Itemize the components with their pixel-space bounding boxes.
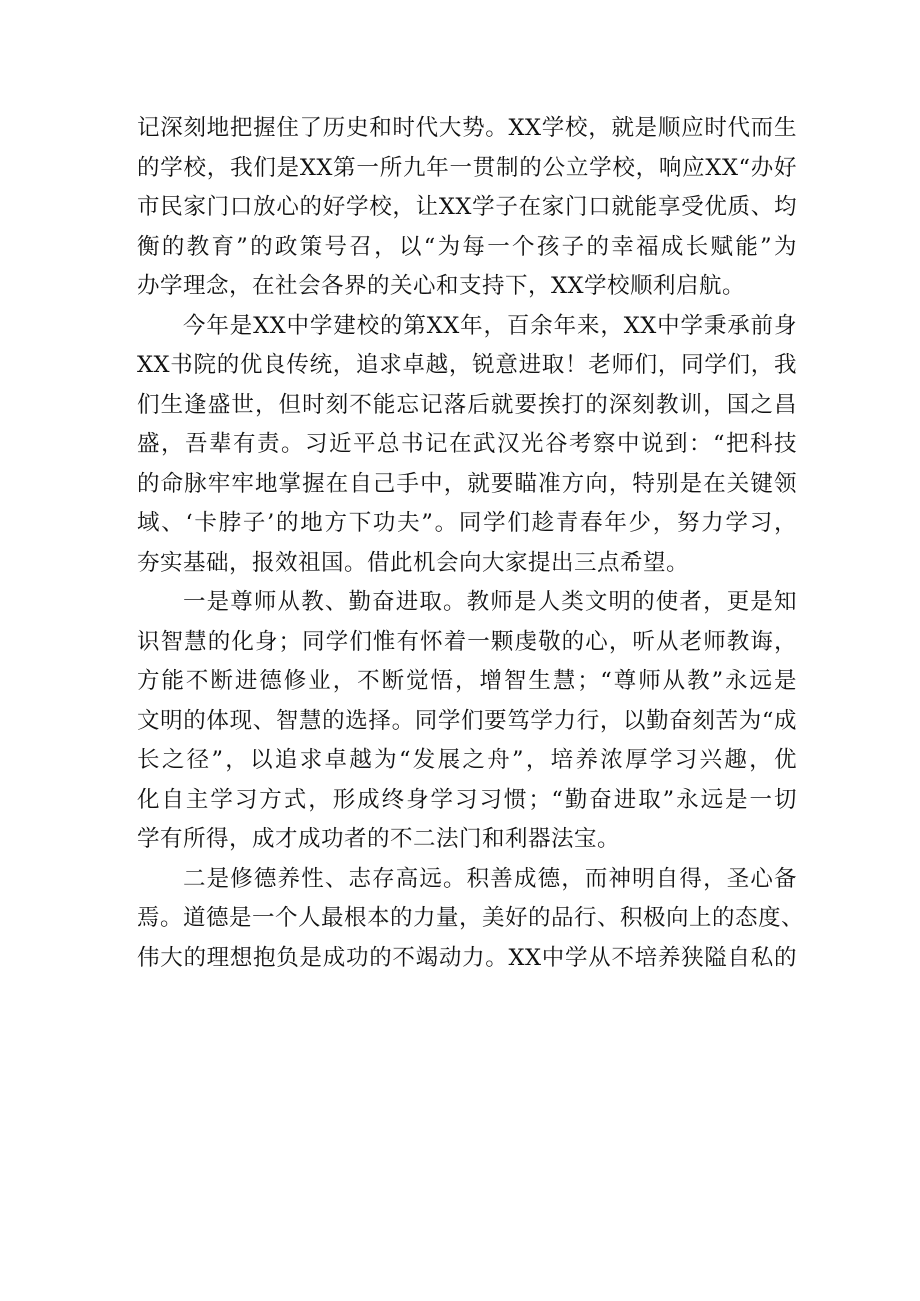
text-line: 夯实基础，报效祖国。借此机会向大家提出三点希望。 — [137, 549, 690, 576]
text-line: 一是尊师从教、勤奋进取。教师是人类文明的使者，更是知 — [183, 589, 797, 615]
text-line: 办学理念，在社会各界的关心和支持下，XX学校顺利启航。 — [137, 273, 746, 299]
text-line: 记深刻地把握住了历史和时代大势。XX学校，就是顺应时代而生 — [137, 115, 797, 141]
text-line: 长之径”，以追求卓越为“发展之舟”，培养浓厚学习兴趣，优 — [137, 747, 797, 773]
text-line: 方能不断进德修业，不断觉悟，增智生慧；“尊师从教”永远是 — [137, 668, 797, 694]
text-line: 盛，吾辈有责。习近平总书记在武汉光谷考察中说到：“把科技 — [137, 431, 797, 457]
text-line: 今年是XX中学建校的第XX年，百余年来，XX中学秉承前身 — [183, 312, 797, 339]
text-line: 的命脉牢牢地掌握在自己手中，就要瞄准方向，特别是在关键领 — [137, 470, 797, 497]
text-line: 衡的教育”的政策号召，以“为每一个孩子的幸福成长赋能”为 — [137, 233, 797, 260]
text-line: 伟大的理想抱负是成功的不竭动力。XX中学从不培养狭隘自私的 — [137, 944, 797, 971]
text-line: 市民家门口放心的好学校，让XX学子在家门口就能享受优质、均 — [137, 194, 797, 220]
text-line: 化自主学习方式，形成终身学习习惯；“勤奋进取”永远是一切 — [137, 786, 797, 813]
paragraph-3 — [137, 583, 797, 860]
paragraph-4 — [137, 860, 805, 979]
paragraph-1 — [137, 109, 797, 307]
text-line: 文明的体现、智慧的选择。同学们要笃学力行，以勤奋刻苦为“成 — [137, 707, 797, 734]
text-line: 二是修德养性、志存高远。积善成德，而神明自得，圣心备 — [183, 865, 797, 892]
text-line: 焉。道德是一个人最根本的力量，美好的品行、积极向上的态度、 — [137, 905, 805, 931]
text-line: 们生逢盛世，但时刻不能忘记落后就要挨打的深刻教训，国之昌 — [137, 391, 797, 418]
text-line: XX书院的优良传统，追求卓越，锐意进取！老师们，同学们，我 — [137, 352, 797, 378]
document-body — [137, 109, 805, 978]
text-line: 识智慧的化身；同学们惟有怀着一颗虔敬的心，听从老师教诲， — [137, 628, 797, 655]
text-line: 域、‘卡脖子’的地方下功夫”。同学们趁青春年少，努力学习， — [137, 510, 797, 536]
text-line: 的学校，我们是XX第一所九年一贯制的公立学校，响应XX“办好 — [137, 154, 797, 181]
paragraph-2 — [137, 307, 797, 584]
text-line: 学有所得，成才成功者的不二法门和利器法宝。 — [137, 826, 621, 852]
